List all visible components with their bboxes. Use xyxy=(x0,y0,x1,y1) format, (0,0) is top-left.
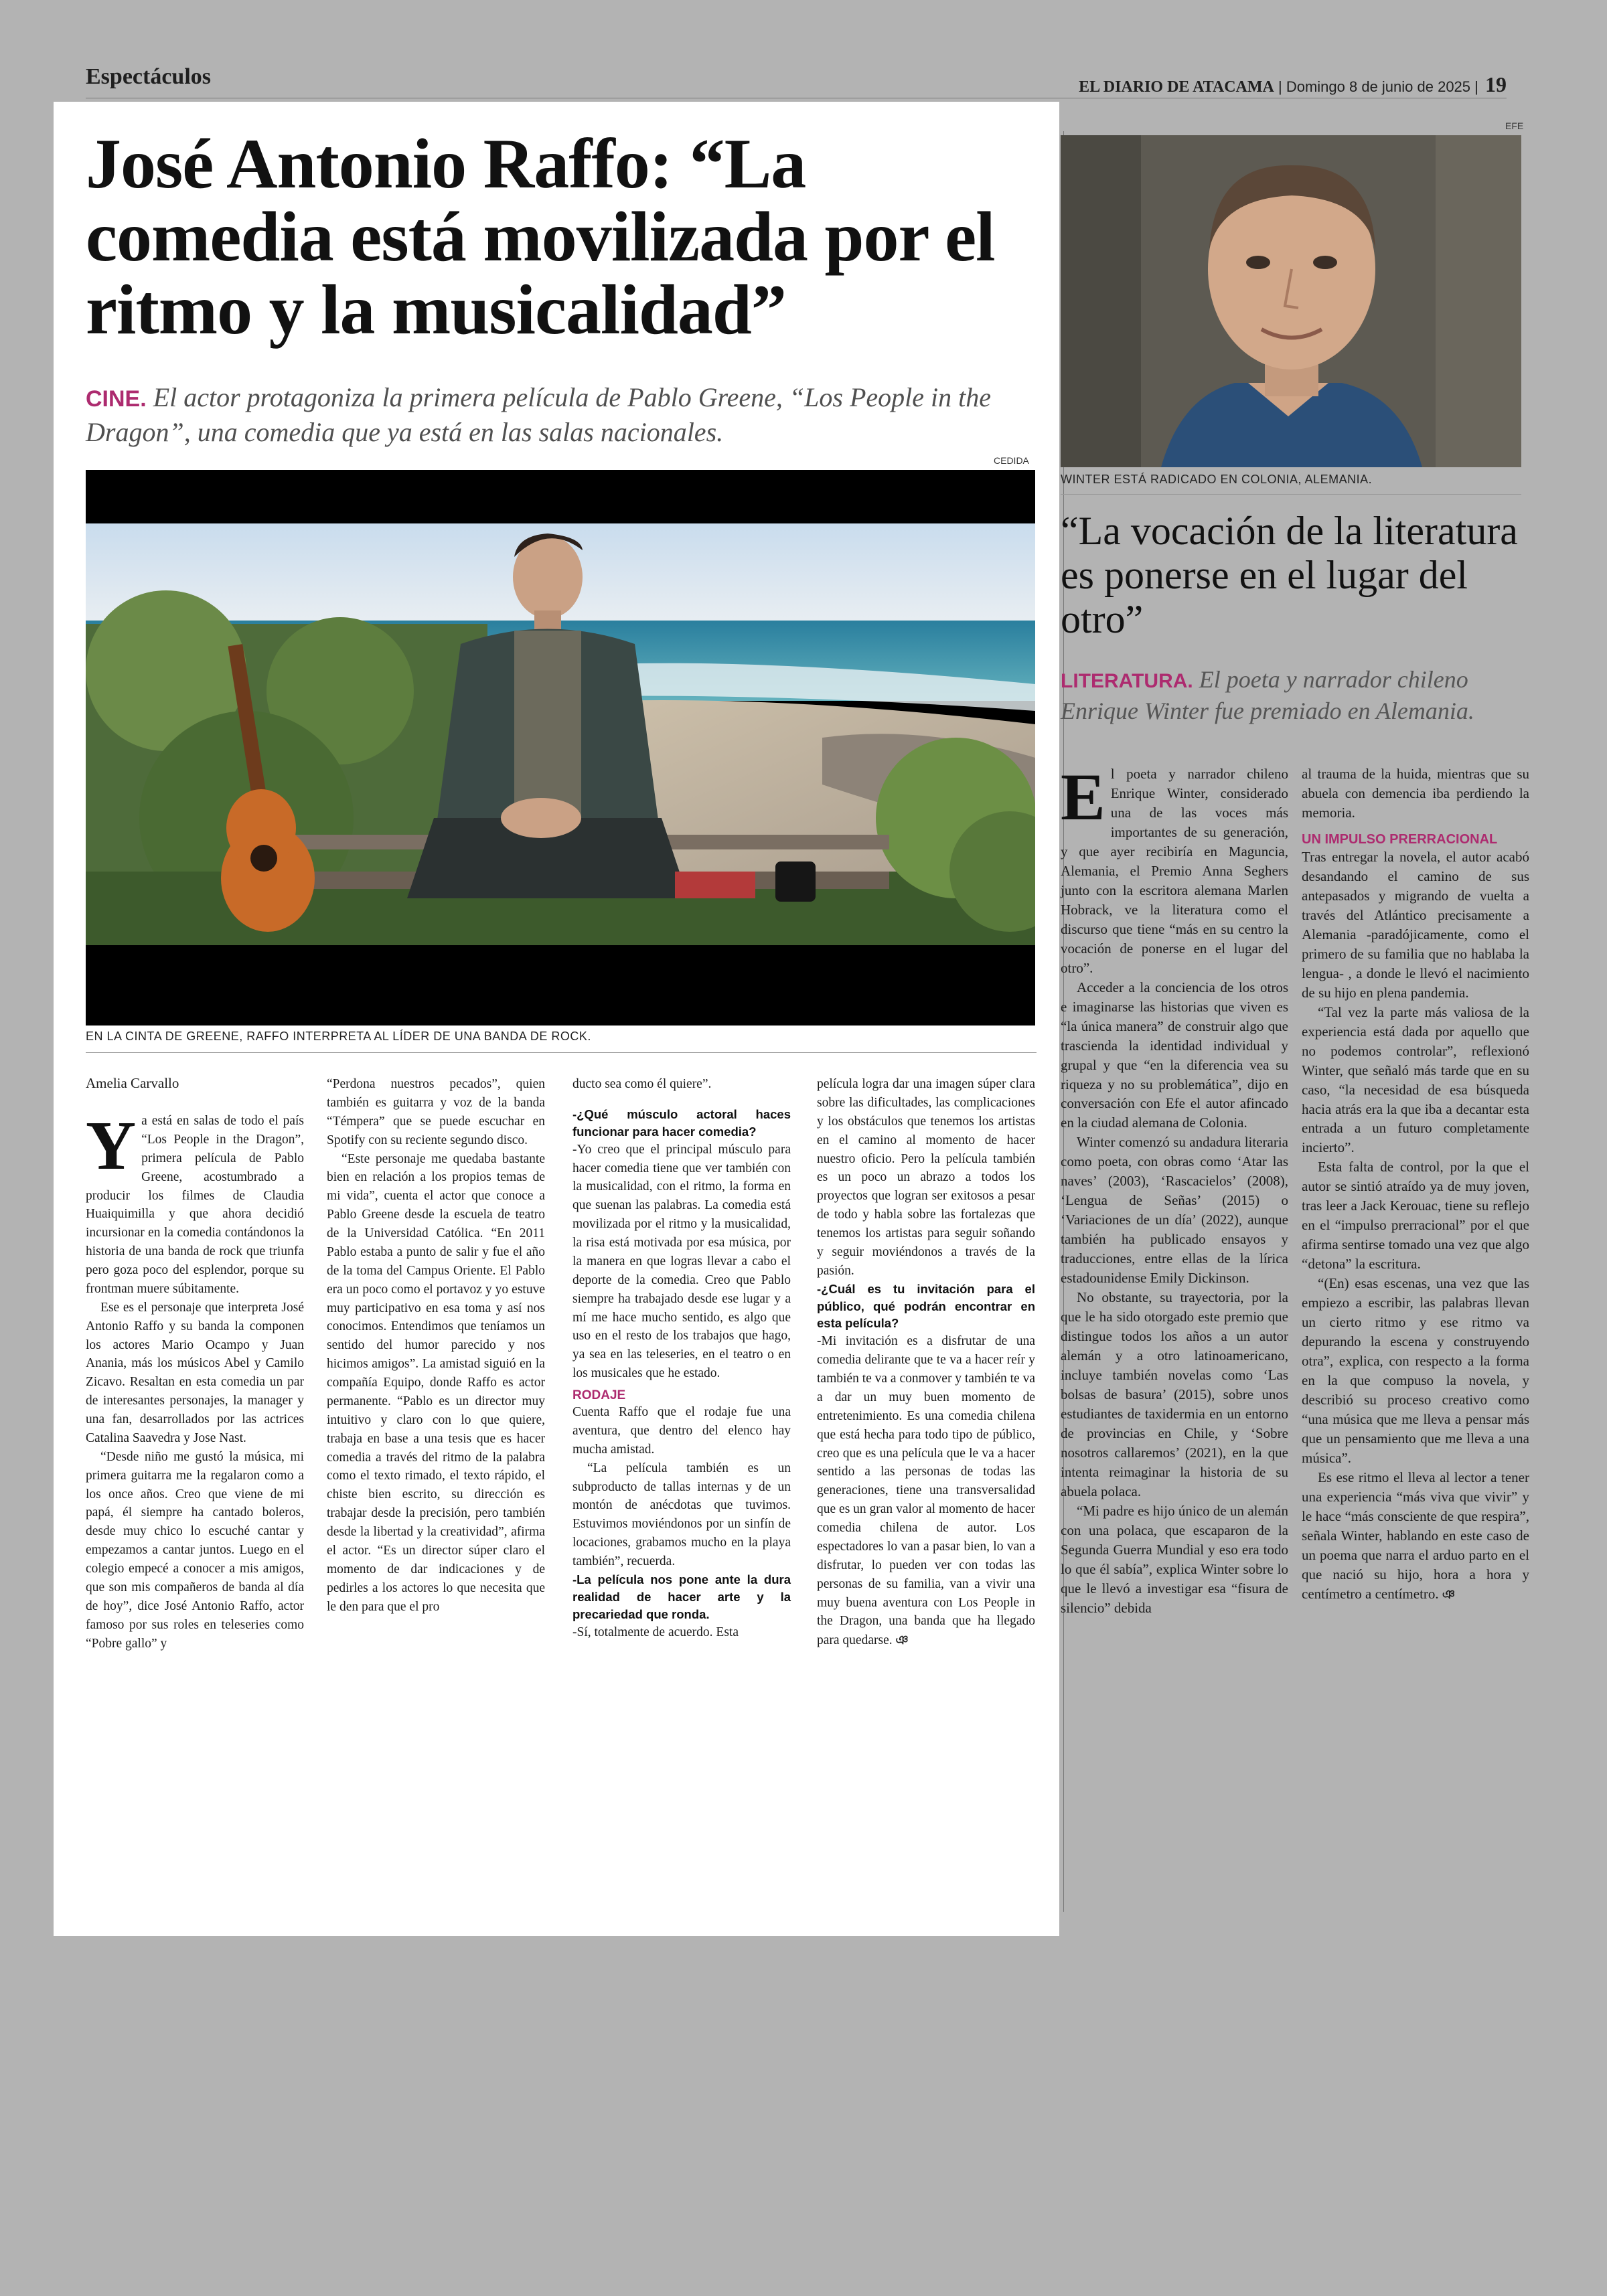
main-article-col-3 xyxy=(572,1075,791,1641)
main-article-col-1 xyxy=(86,1075,304,1653)
interview-answer: -Sí, totalmente de acuerdo. Esta xyxy=(572,1625,739,1639)
photo-credit: CEDIDA xyxy=(994,455,1029,466)
main-headline: José Antonio Raffo: “La comedia está movilizada por el ritmo y la musicalidad” xyxy=(86,125,995,349)
article-paragraph: “Perdona nuestros pecados”, quien también es guitarra y voz de la banda “Témpera” que se puede escuchar en Spotify con su reciente segundo disco. xyxy=(327,1077,545,1147)
side-photo-caption: WINTER ESTÁ RADICADO EN COLONIA, ALEMANIA. xyxy=(1061,473,1373,486)
newspaper-name: EL DIARIO DE ATACAMA xyxy=(1079,78,1274,96)
side-drop-cap: E xyxy=(1061,760,1105,834)
portrait-illustration xyxy=(1061,135,1521,467)
end-mark-icon: ঞ xyxy=(895,1633,909,1647)
main-photo-caption: EN LA CINTA DE GREENE, RAFFO INTERPRETA AL LÍDER DE UNA BANDA DE ROCK. xyxy=(86,1030,591,1043)
end-mark-icon: ঞ xyxy=(1442,1587,1455,1601)
drop-cap: Y xyxy=(86,1107,137,1184)
byline: Amelia Carvallo xyxy=(86,1075,179,1091)
main-article-col-2 xyxy=(327,1075,545,1616)
article-paragraph: Winter comenzó su andadura literaria como poeta, con obras como ‘Atar las naves’ (2003), ‘Rascacielos’ (2008), ‘Lengua de Señas’ (2015) o ‘Variaciones de un día’ (2022), aunque también ha publicado ensayos y traducciones, entre ellas de la lírica estadounidense Emily Dickinson. xyxy=(1061,1134,1288,1287)
article-paragraph: “(En) esas escenas, una vez que las empiezo a escribir, las palabras llevan un cierto ritmo y ese ritmo va depurando la escena y construyendo otra”, explica, con respecto a la forma en la que compuso la novela, y describió su proceso creativo como “una música que me lleva a pensar más que un pensamiento que me lleva a una música”. xyxy=(1302,1275,1529,1466)
article-paragraph: al trauma de la huida, mientras que su abuela con demencia iba perdiendo la memoria. xyxy=(1302,766,1529,821)
section-label: Espectáculos xyxy=(86,64,211,89)
article-paragraph: “Tal vez la parte más valiosa de la experiencia está dada por aquello que no podemos controlar”, reflexionó Winter, que señaló más tarde que en su caso, “la necesidad de esa búsqueda hacia atrás era la que iba a decantar esta entrada a un futuro completamente incierto”. xyxy=(1302,1003,1529,1156)
article-paragraph: “Este personaje me quedaba bastante bien en relación a los propios temas de mi vida”, cuenta el actor que conoce a Pablo Greene desde la escuela de teatro de la Universidad Católica. “En 2011 Pablo estaba a punto de salir y fue el año de la toma del Campus Oriente. El Pablo era un poco como el portavoz y yo estuve muy participativo en esa toma y así nos conocimos. Entendimos que teníamos un sentido del humor parecido y nos hicimos amigos”. La amistad siguió en la compañía Equipo, donde Raffo es actor permanente. “Pablo es un director muy intuitivo y claro con lo que quiere, trabaja en base a una tesis que es hacer comedia a través del ritmo de la palabra como el texto rimado, el texto rápido, el chiste bien escrito, su dirección es trabajar desde la precisión, pero también desde la libertad y la creatividad”, afirma el actor. “Es un director súper claro el momento de dar indicaciones y de pedirles a los actores lo que necesita que le den para que el pro xyxy=(327,1151,545,1614)
side-article-col-1 xyxy=(1061,760,1288,1618)
side-headline: “La vocación de la literatura es ponerse en el lugar del otro” xyxy=(1061,509,1518,641)
author-portrait xyxy=(1061,135,1521,467)
article-paragraph: Tras entregar la novela, el autor acabó desandando el camino de sus antepasados y migrando de vuelta a través del Atlántico precisamente a Alemania -paradójicamente, como el primero de su familia que no hablaba la lengua- , a donde le llevó el nacimiento de su hijo en plena pandemia. xyxy=(1302,848,1529,1001)
main-kicker xyxy=(86,380,1037,450)
main-article-col-4 xyxy=(817,1075,1035,1651)
article-paragraph: “La película también es un subproducto de tallas internas y de un montón de anécdotas que tuvimos. Estuvimos moviéndonos por un sinfín de locaciones, grabamos mucho en la playa también”, recuerda. xyxy=(572,1461,791,1569)
article-paragraph: “Mi padre es hijo único de un alemán con una polaca, que escaparon de la Segunda Guerra Mundial y eso era todo lo que él sabía”, explica Winter sobre lo que le llevó a investigar esa “fisura de silencio” debida xyxy=(1061,1502,1288,1616)
article-paragraph: Esta falta de control, por la que el autor se sintió atraído ya de muy joven, tras leer a Jack Kerouac, tiene su reflejo en el “impulso prerracional” por el que afirma sentirse tomado una vez que algo “detona” la escritura. xyxy=(1302,1159,1529,1273)
interview-question: -¿Cuál es tu invitación para el público, qué podrán encontrar en esta película? xyxy=(817,1281,1035,1331)
interview-question: -¿Qué músculo actoral haces funcionar para hacer comedia? xyxy=(572,1106,791,1139)
side-article-col-2 xyxy=(1302,764,1529,1606)
side-caption-divider xyxy=(1061,494,1521,495)
interview-question: -La película nos pone ante la dura realidad de hacer arte y la precariedad que ronda. xyxy=(572,1572,791,1621)
issue-date: Domingo 8 de junio de 2025 xyxy=(1286,78,1471,95)
caption-divider xyxy=(86,1052,1037,1053)
article-paragraph: “Desde niño me gustó la música, mi primera guitarra me la regalaron como a los once años. Creo que viene de mi papá, él siempre ha cantado boleros, desde muy chico lo escuché cantar y empezamos a cantar juntos. Luego en el colegio empecé a conocer a mis amigos, que son mis compañeros de banda al día de hoy”, dice José Antonio Raffo, actor famoso por sus roles en teleseries como “Pobre gallo” y xyxy=(86,1449,304,1651)
interview-answer: -Yo creo que el principal músculo para hacer comedia tiene que ver también con la musicalidad, con el ritmo, la forma en que suenan las palabras. La comedia está movilizada por el ritmo y la musicalidad, la risa está motivada por esa música, por la manera en que logras llevar a cabo el deporte de la comedia. Creo que Pablo siempre ha trabajado desde ese lugar y a mí me hace mucho sentido, es algo que uso en el resto de los trabajos que hago, ya sea en las teleseries, en el teatro o en los musicales que he estado. xyxy=(572,1142,791,1381)
article-paragraph: película logra dar una imagen súper clara sobre las dificultades, las complicaciones y los obstáculos que tenemos los artistas en el camino al momento de hacer nuestro oficio. Pero la película también es un poco un abrazo a todos los proyectos que logran ser exitosos a pesar de todo y habla sobre las fortalezas que tenemos los artistas para seguir soñando y seguir moviéndonos a través de la pasión. xyxy=(817,1077,1035,1278)
side-kicker-text: El poeta y narrador chileno Enrique Winter fue premiado en Alemania. xyxy=(1061,666,1474,724)
interview-answer: -Mi invitación es a disfrutar de una comedia delirante que te va a hacer reír y también te va a conmover y también te va a dar un muy buen momento de entretenimiento. Es una comedia chilena que está hecha para todo tipo de público, creo que es una película que le va a hacer sentido a las personas de todas las generaciones, tiene una transversalidad que es un gran valor al momento de hacer comedia chilena de autor. Los espectadores lo van a pasar bien, lo van a disfrutar, lo pueden ver con todas las personas de su familia, van a vivir una muy buena aventura con Los People in the Dragon, una banda que ha llegado para quedarse. ঞ xyxy=(817,1334,1035,1648)
side-kicker-tag: LITERATURA. xyxy=(1061,670,1193,692)
article-paragraph: ducto sea como él quiere”. xyxy=(572,1077,712,1091)
subhead-rodaje: RODAJE xyxy=(572,1388,626,1403)
article-paragraph: No obstante, su trayectoria, por la que le ha sido otorgado este premio que distingue todos los años a un autor alemán y a otro latinoamericano, incluye también novelas como ‘Las bolsas de basura’ (2015), sobre unos estudiantes de taxidermia en un entorno de provincias en Chile, y ‘Sobre nosotros callaremos’ (2021), en la que intenta reimaginar la historia de su abuela polaca. xyxy=(1061,1289,1288,1499)
article-paragraph: Ese es el personaje que interpreta José Antonio Raffo y su banda la componen los actores Mario Ocampo y Juan Anania, más los músicos Abel y Camilo Zicavo. Resaltan en esta comedia un par de interesantes personajes, la manager y una fan, desarrollados por las actrices Catalina Saavedra y Jose Nast. xyxy=(86,1300,304,1445)
main-photo xyxy=(86,470,1035,1026)
article-paragraph: Ya está en salas de todo el país “Los People in the Dragon”, primera película de Pablo Greene, acostumbrado a producir los filmes de Claudia Huaiquimilla y que ahora decidió incursionar en la comedia contándonos la historia de una banda de rock que triunfa pero goza poco del esplendor, porque su frontman muere súbitamente. xyxy=(86,1107,304,1296)
article-paragraph: Es ese ritmo el lleva al lector a tener una experiencia “más viva que vivir” y le hace “más consciente de que respira”, señala Winter, hablando en este caso de un poema que narra el arduo parto en el que nació su hijo, hora a hora y centímetro a centímetro. ঞ xyxy=(1302,1469,1529,1602)
kicker-text: El actor protagoniza la primera película de Pablo Greene, “Los People in the Dragon”, una comedia que ya está en las salas nacionales. xyxy=(86,382,992,447)
film-still-illustration xyxy=(86,470,1035,1026)
article-paragraph: Cuenta Raffo que el rodaje fue una aventura, que dentro del elenco hay mucha amistad. xyxy=(572,1405,791,1457)
kicker-tag: CINE. xyxy=(86,386,147,412)
article-paragraph: Acceder a la conciencia de los otros e imaginarse las historias que viven es “la única manera” de construir algo que trascienda la identidad individual y grupal y que “en la diferencia vea su riqueza y no su problemática”, dijo en conversación con Efe el autor afincado en la ciudad alemana de Colonia. xyxy=(1061,979,1288,1131)
side-photo-credit: EFE xyxy=(1505,120,1524,131)
side-kicker xyxy=(1061,664,1523,727)
page-number: 19 xyxy=(1485,72,1507,96)
article-paragraph: El poeta y narrador chileno Enrique Winter, considerado una de las voces más importantes de su generación, y que ayer recibiría en Maguncia, Alemania, el Premio Anna Seghers junto con la escritora alemana Marlen Hobrack, ve la literatura como el discurso que tiene “más en su centro la vocación de ponerse en el lugar del otro”. xyxy=(1061,760,1288,976)
masthead: EL DIARIO DE ATACAMA | Domingo 8 de junio de 2025 | 19 xyxy=(1079,72,1507,96)
subhead-impulso: UN IMPULSO PRERRACIONAL xyxy=(1302,831,1498,847)
